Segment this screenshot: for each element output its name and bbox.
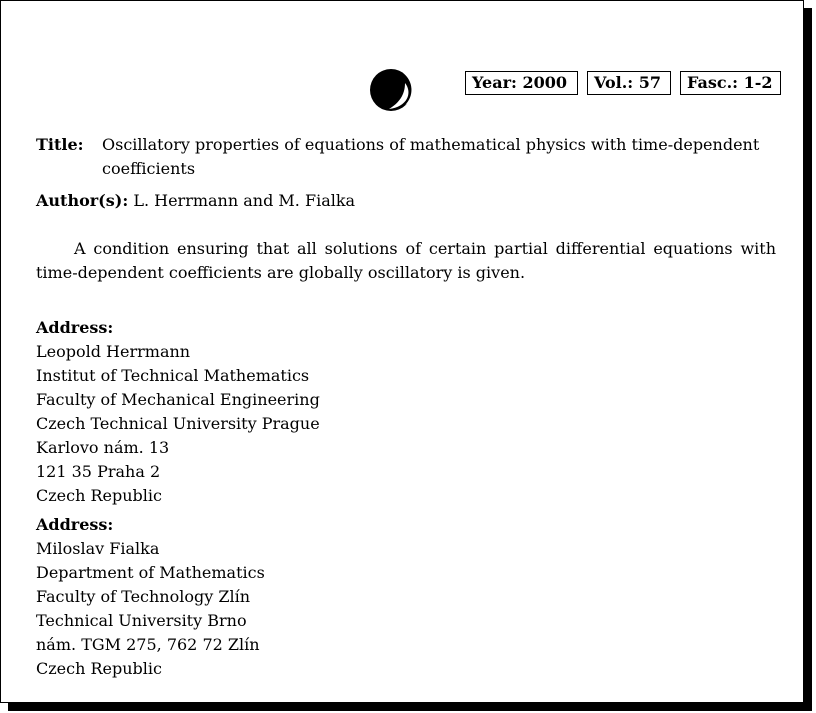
address-label: Address: (36, 515, 114, 534)
address-line: Miloslav Fialka (36, 539, 160, 558)
title-label: Title: (36, 135, 84, 154)
volume-badge: Vol.: 57 (587, 71, 671, 95)
authors-label: Author(s): (36, 191, 129, 210)
address-line: Faculty of Technology Zlín (36, 587, 251, 606)
authors-row (36, 189, 355, 213)
address-line: Leopold Herrmann (36, 342, 191, 361)
address-line: Karlovo nám. 13 (36, 438, 170, 457)
address-line: 121 35 Praha 2 (36, 462, 161, 481)
address-line: Czech Republic (36, 486, 162, 505)
address-block-2 (36, 513, 265, 681)
address-line: Department of Mathematics (36, 563, 265, 582)
address-line: nám. TGM 275, 762 72 Zlín (36, 635, 260, 654)
address-block-1 (36, 316, 320, 508)
authors-value: L. Herrmann and M. Fialka (133, 191, 356, 210)
article-title: Oscillatory properties of equations of mathematical physics with time-dependent coefficients (102, 135, 760, 178)
address-label: Address: (36, 318, 114, 337)
address-line: Technical University Brno (36, 611, 247, 630)
address-line: Czech Republic (36, 659, 162, 678)
abstract-text: A condition ensuring that all solutions of certain partial differential equations with time-dependent coefficients are globally oscillatory is given. (36, 239, 776, 282)
year-badge: Year: 2000 (465, 71, 578, 95)
fascicle-badge: Fasc.: 1-2 (680, 71, 781, 95)
address-line: Czech Technical University Prague (36, 414, 320, 433)
address-line: Faculty of Mechanical Engineering (36, 390, 320, 409)
journal-logo-icon (369, 67, 413, 113)
address-line: Institut of Technical Mathematics (36, 366, 310, 385)
